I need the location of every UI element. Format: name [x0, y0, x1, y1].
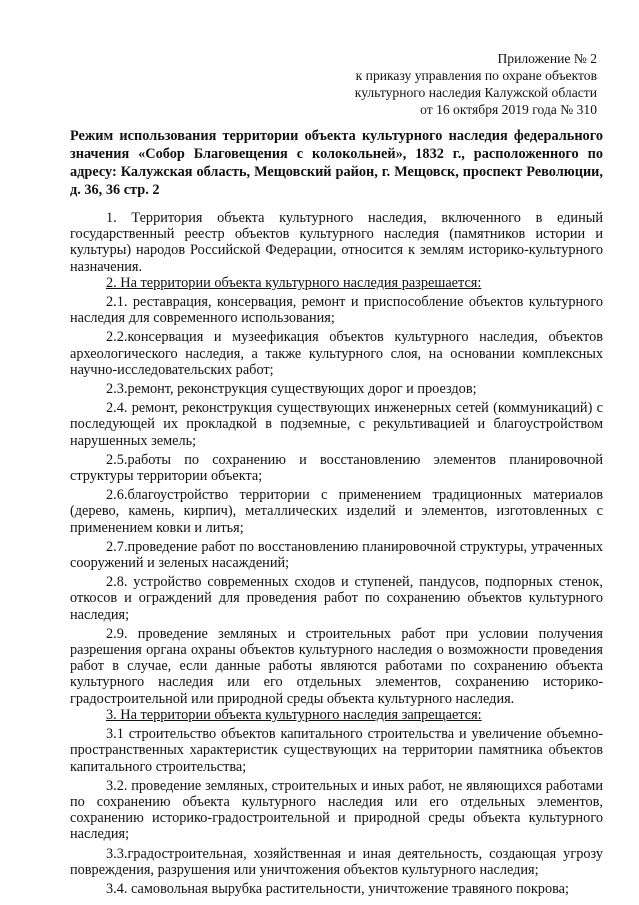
- item-3-1: 3.1 строительство объектов капитального строительства и увеличение объемно-пространственных характеристик существующих на территории памятника объектов капитального строительства;: [70, 726, 603, 775]
- item-2-4: 2.4. ремонт, реконструкция существующих инженерных сетей (коммуникаций) с последующей их прокладкой в подземные, с рекультивацией и благоустройством нарушенных земель;: [70, 400, 603, 449]
- item-2-9: 2.9. проведение земляных и строительных работ при условии получения разрешения органа охраны объектов культурного наследия о возможности проведения работ в случае, если данные работы являются работами по сохранению объекта культурного наследия или его отдельных элементов, сохранению историко-градостроительной или природной среды объекта культурного наследия.: [70, 625, 603, 707]
- issuing-authority: культурного наследия Калужской области: [354, 85, 597, 100]
- item-3-3: 3.3.градостроительная, хозяйственная и иная деятельность, создающая угрозу повреждения, разрушения или уничтожения объектов культурного наследия;: [70, 845, 603, 878]
- item-2-2: 2.2.консервация и музеефикация объектов культурного наследия, объектов археологического наследия, а также культурного слоя, на основании комплексных научно-исследовательских работ;: [70, 329, 603, 378]
- section-2-heading-text: 2. На территории объекта культурного наследия разрешается:: [106, 274, 482, 291]
- section-3-heading-text: 3. На территории объекта культурного наследия запрещается:: [106, 706, 482, 723]
- item-2-1: 2.1. реставрация, консервация, ремонт и приспособление объектов культурного наследия для современного использования;: [70, 294, 603, 327]
- item-2-8: 2.8. устройство современных сходов и ступеней, пандусов, подпорных стенок, откосов и ограждений для проведения работ по сохранению объектов культурного наследия;: [70, 574, 603, 623]
- document-body: [70, 210, 603, 897]
- section-2-heading: [70, 275, 603, 291]
- document-header: [355, 50, 597, 118]
- paragraph-1: 1. Территория объекта культурного наследия, включенного в единый государственный реестр объектов культурного наследия (памятников истории и культуры) народов Российской Федерации, относится к землям историко-культурного назначения.: [70, 210, 603, 275]
- order-reference: к приказу управления по охране объектов: [355, 68, 597, 83]
- item-3-2: 3.2. проведение земляных, строительных и иных работ, не являющихся работами по сохранению объекта культурного наследия или его отдельных элементов, сохранению историко-градостроительной и природной среды объекта культурного наследия;: [70, 777, 603, 843]
- item-2-6: 2.6.благоустройство территории с применением традиционных материалов (дерево, камень, кирпич), металлических изделий и элементов, изготовленных с применением ковки и литья;: [70, 487, 603, 536]
- document-title: Режим использования территории объекта культурного наследия федерального значения «Собор Благовещения с колокольней», 1832 г., расположенного по адресу: Калужская область, Мещовский район, г. Мещовск, проспект Революции, д. 36, 36 стр. 2: [70, 128, 603, 198]
- item-2-7: 2.7.проведение работ по восстановлению планировочной структуры, утраченных сооружений и зеленых насаждений;: [70, 538, 603, 572]
- item-2-3: 2.3.ремонт, реконструкция существующих дорог и проездов;: [106, 381, 477, 398]
- item-3-4: 3.4. самовольная вырубка растительности, уничтожение травяного покрова;: [106, 880, 569, 897]
- appendix-number: Приложение № 2: [497, 51, 597, 66]
- section-3-heading: [70, 707, 603, 723]
- item-2-5: 2.5.работы по сохранению и восстановлению элементов планировочной структуры территории объекта;: [70, 451, 603, 485]
- order-date-number: от 16 октября 2019 года № 310: [420, 102, 597, 117]
